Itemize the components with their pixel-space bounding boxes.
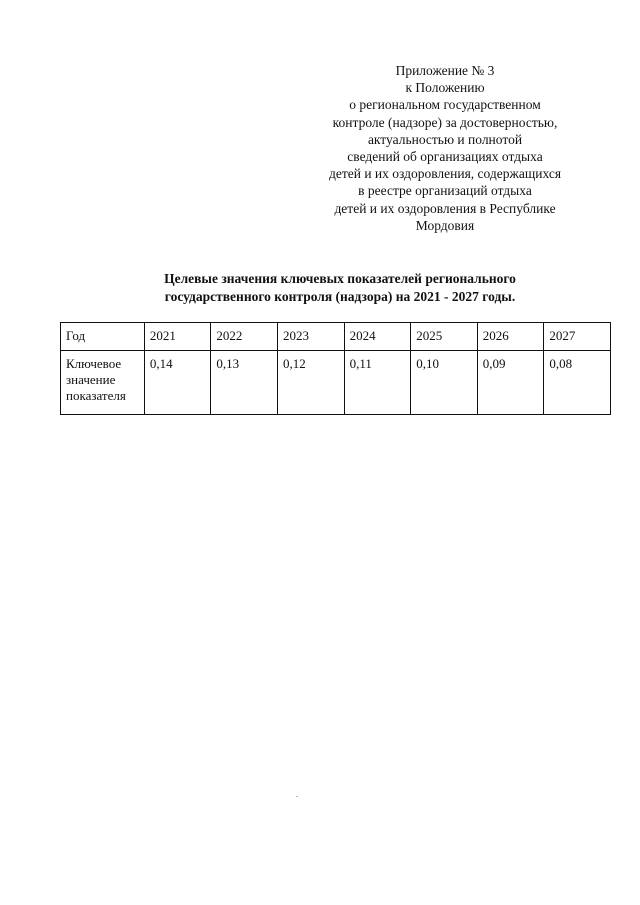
appendix-line: к Положению — [405, 80, 485, 96]
appendix-line: о региональном государственном — [349, 97, 541, 113]
year-cell: 2027 — [544, 323, 611, 351]
appendix-line: детей и их оздоровления, содержащихся — [328, 166, 562, 182]
table-row-values — [61, 351, 611, 415]
year-cell: 2021 — [144, 323, 211, 351]
appendix-line: сведений об организациях отдыха — [347, 149, 543, 165]
table-row-years — [61, 323, 611, 351]
year-cell: 2025 — [411, 323, 478, 351]
value-cell: 0,09 — [477, 351, 544, 415]
appendix-line: Приложение № 3 — [395, 63, 495, 78]
value-cell: 0,11 — [344, 351, 411, 415]
title-line: Целевые значения ключевых показателей регионального — [164, 271, 516, 286]
value-cell: 0,08 — [544, 351, 611, 415]
appendix-line: актуальностью и полнотой — [367, 131, 523, 147]
appendix-line: в реестре организаций отдыха — [358, 183, 532, 199]
scan-speck — [296, 796, 298, 797]
year-cell: 2023 — [278, 323, 345, 351]
value-cell: 0,12 — [278, 351, 345, 415]
value-cell: 0,10 — [411, 351, 478, 415]
appendix-header — [300, 62, 590, 234]
row-header-indicator: Ключевое значение показателя — [61, 351, 145, 415]
document-title — [110, 270, 570, 306]
value-cell: 0,13 — [211, 351, 278, 415]
value-cell: 0,14 — [144, 351, 211, 415]
appendix-line: контроле (надзоре) за достоверностью, — [332, 114, 558, 130]
indicators-table — [60, 322, 611, 415]
year-cell: 2022 — [211, 323, 278, 351]
appendix-line: Мордовия — [415, 217, 475, 233]
title-line: государственного контроля (надзора) на 2021 - 2027 годы. — [164, 289, 516, 304]
row-header-year: Год — [61, 323, 145, 351]
appendix-line: детей и их оздоровления в Республике — [334, 200, 556, 216]
year-cell: 2024 — [344, 323, 411, 351]
year-cell: 2026 — [477, 323, 544, 351]
